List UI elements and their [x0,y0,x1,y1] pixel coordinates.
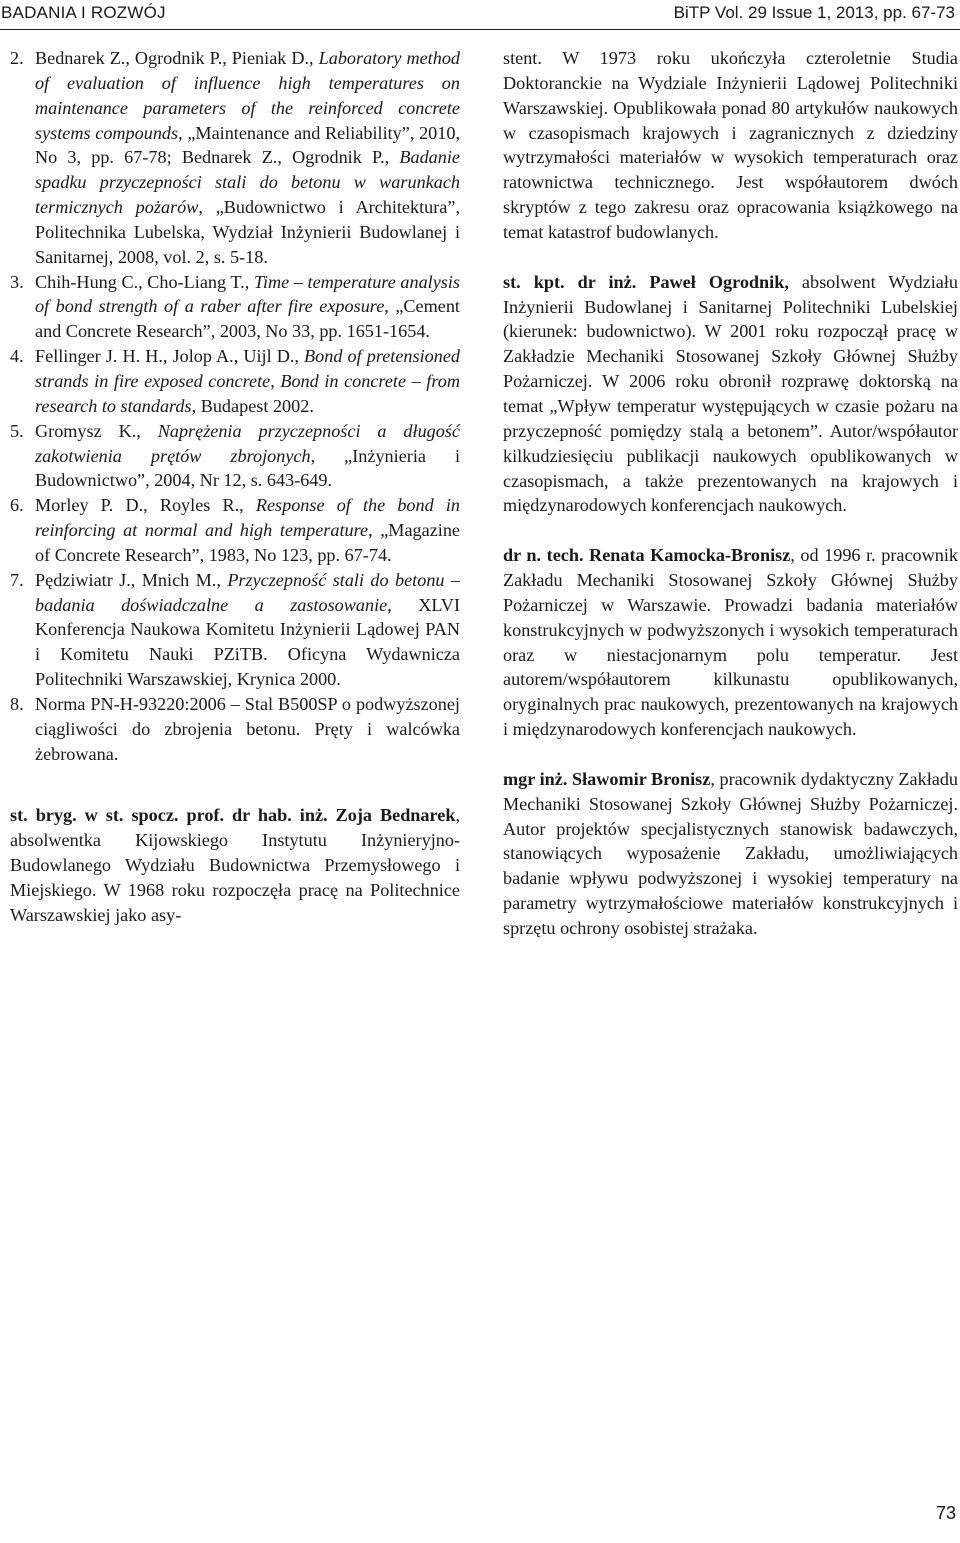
text-run: , „Inżynieria i Budownictwo”, 2004, Nr 12, s. 643-649. [35,445,461,491]
text-run: Chih-Hung C., Cho-Liang T. [35,271,245,292]
text-run: , [216,569,228,590]
italic-title: Laboratory method of evaluation of influence high temperatures on maintenance parameters of the reinforced concrete systems compounds [35,48,461,143]
text-run: , „Cement and Concrete Research”, 2003, No 33, pp. 1651-1654. [35,296,460,342]
italic-title: Time – temperature analysis of bond strength of a raber after fire exposure [35,271,461,317]
reference-number: 8. [10,693,24,714]
text-run: Fellinger J. H. H., Jolop A., Uijl D. [35,346,295,367]
text-run: , „Maintenance and Reliability”, 2010, No 3, pp. 67-78; Bednarek Z., Ogrodnik P. [35,122,460,168]
text-run: , „Budownictwo i Architektura”, Politechnika Lubelska, Wydział Inżynierii Budowlanej i Sanitarnej, 2008, vol. 2, s. 5-18. [35,197,460,267]
text-run: , [309,48,319,68]
text-run: , [384,147,400,168]
reference-text [35,570,460,689]
author-name: st. bryg. w st. spocz. prof. dr hab. inż. Zoja Bednarek [10,805,456,826]
text-run: , Budapest 2002. [191,395,314,416]
running-header [0,0,960,30]
author-bio-kamocka-bronisz [503,543,958,742]
text-run: , „Magazine of Concrete Research”, 1983, No 123, pp. 67-74. [35,520,460,565]
text-run: , [294,346,305,367]
italic-title: Przyczepność stali do betonu – badania doświadczalne a zastosowanie [35,569,461,615]
reference-text [35,346,460,416]
reference-text [35,48,460,267]
text-run: , [239,495,256,516]
text-run: Pędziwiatr J., Mnich M. [35,569,217,590]
reference-text [35,694,460,764]
italic-title: Response of the bond in reinforcing at normal and high temperature [35,495,460,541]
author-bio-bednarek-continued [503,46,958,245]
page-number: 73 [935,1503,956,1523]
italic-title: Bond of pretensioned strands in fire exposed concrete, Bond in concrete – from research to standards [35,346,461,416]
reference-number: 5. [10,420,24,441]
author-bio-bednarek [10,803,460,927]
italic-title: Naprężenia przyczepności a długość zakotwienia prętów zbrojonych [35,420,460,466]
reference-item [10,692,460,767]
text-run: , absolwentka Kijowskiego Instytutu Inżynieryjno-Budowlanego Wydziału Budownictwa Przemysłowego i Miejskiego. W 1968 roku rozpoczęła pracę na Politechnice Warszawskiej jako asy- [10,805,460,925]
text-run: , XLVI Konferencja Naukowa Komitetu Inżynierii Lądowej PAN i Komitetu Nauki PZiTB. Oficyna Wydawnicza Politechniki Warszawskiej, Krynica 2000. [35,594,460,690]
section-title: BADANIA I ROZWÓJ [1,3,166,22]
text-run: Bednarek Z., Ogrodnik P., Pieniak D. [35,48,310,68]
text-run: , [136,420,158,441]
right-column [503,46,958,941]
text-run: , od 1996 r. pracownik Zakładu Mechaniki Stosowanej Szkoły Głównej Służby Pożarniczej w Warszawie. Prowadzi badania materiałów konstrukcyjnych w podwyższonych i wysokich temperaturach oraz w niestacjonarnym polu temperatur. Jest autorem/współautorem kilkunastu opublikowanych, oryginalnych prac naukowych, prezentowanych na krajowych i międzynarodowych konferencjach naukowych. [503,545,958,740]
author-name: st. kpt. dr inż. Paweł Ogrodnik, [503,271,789,292]
reference-text [35,421,460,491]
reference-number: 3. [10,271,24,292]
author-bio-ogrodnik [503,270,958,518]
reference-item [10,46,460,270]
reference-number: 7. [10,569,24,590]
reference-number: 2. [10,48,24,68]
author-name: mgr inż. Sławomir Bronisz [503,768,711,789]
author-bio-bronisz [503,767,958,941]
reference-number: 6. [10,495,24,516]
italic-title: Badanie spadku przyczepności stali do betonu w warunkach termicznych pożarów [35,147,460,218]
text-run: absolwent Wydziału Inżynierii Budowlanej i Sanitarnej Politechniki Lubelskiej (kierunek: budownictwo). W 2001 roku rozpoczął pracę w Zakładzie Mechaniki Stosowanej Szkoły Głównej Służby Pożarniczej. W 2006 roku obronił rozprawę doktorską na temat „Wpływ temperatur występujących w czasie pożaru na przyczepność pomiędzy stalą a betonem”. Autor/współautor kilkudziesięciu publikacji naukowych opublikowanych w czasopismach, a także prezentowanych na krajowych i międzynarodowych konferencjach naukowych. [503,271,958,516]
reference-text [35,495,460,565]
reference-item [10,493,460,568]
author-name: dr n. tech. Renata Kamocka-Bronisz [503,545,791,566]
text-run: Norma PN-H-93220:2006 – Stal B500SP o podwyższonej ciągliwości do zbrojenia betonu. Pręty i walcówka żebrowana. [35,693,460,764]
text-run: , pracownik dydaktyczny Zakładu Mechaniki Stosowanej Szkoły Głównej Służby Pożarniczej. Autor projektów specjalistycznych stanowisk badawczych, stanowiących wyposażenie Zakładu, umożliwiających badanie wpływu podwyższonej i wysokiej temperatury na parametry wytrzymałościowe materiałów konstrukcyjnych i sprzętu ochrony osobistej strażaka. [503,768,959,938]
reference-text [35,272,460,342]
reference-number: 4. [10,346,24,367]
text-run: , [244,271,254,292]
reference-item [10,344,460,419]
reference-item [10,568,460,692]
journal-citation: BiTP Vol. 29 Issue 1, 2013, pp. 67-73 [673,3,955,22]
left-column [10,46,460,946]
text-run: Morley P. D., Royles R. [35,495,240,516]
reference-list [10,46,460,766]
text-run: stent. W 1973 roku ukończyła czteroletnie Studia Doktoranckie na Wydziale Inżynierii Lądowej Politechniki Warszawskiej. Opublikowała ponad 80 artykułów naukowych w czasopismach krajowych i zagranicznych z dziedziny wytrzymałości materiałów w wysokich temperaturach oraz ratownictwa technicznego. Jest współautorem dwóch skryptów z tego zakresu oraz opracowania książkowego na temat katastrof budowlanych. [503,48,958,242]
reference-item [10,270,460,345]
reference-item [10,419,460,494]
text-run: Gromysz K. [35,420,137,441]
